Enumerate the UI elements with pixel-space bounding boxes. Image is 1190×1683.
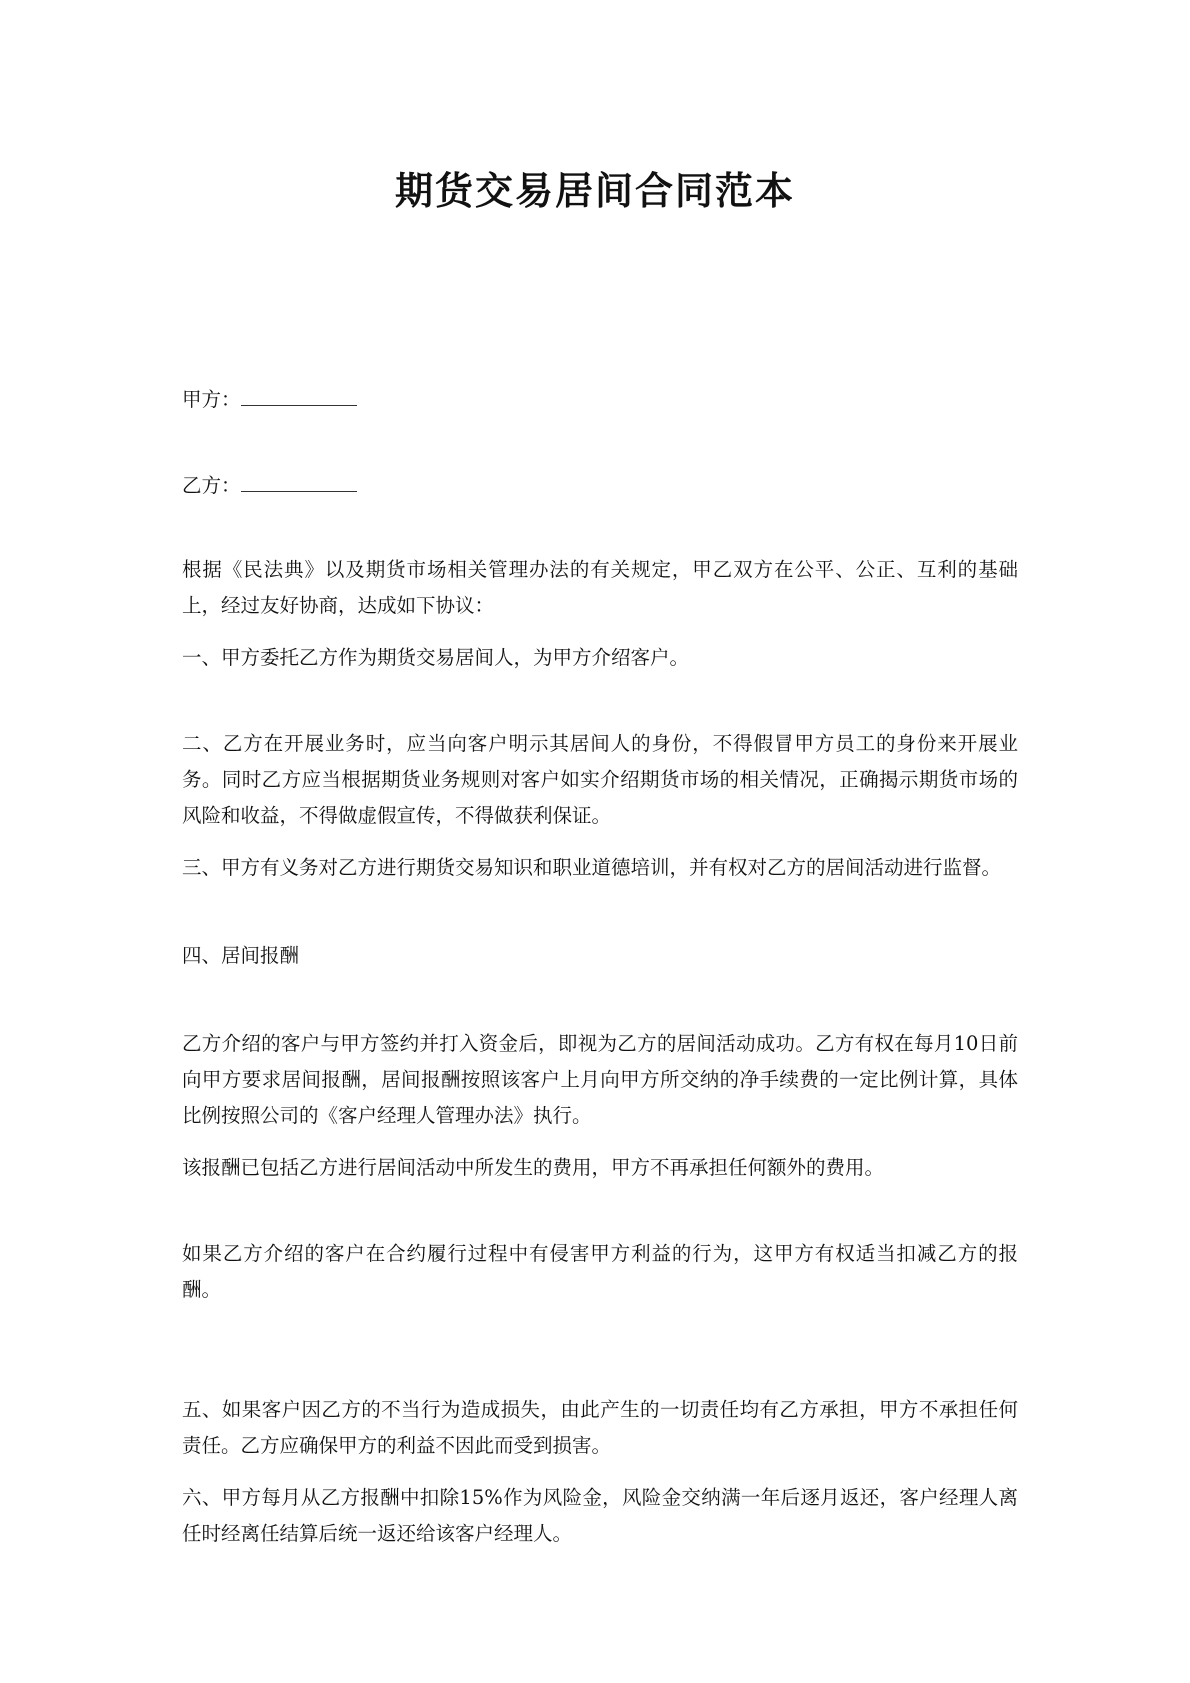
- document-title: 期货交易居间合同范本: [394, 169, 795, 213]
- clause-3: 三、甲方有义务对乙方进行期货交易知识和职业道德培训，并有权对乙方的居间活动进行监督。: [182, 856, 1002, 879]
- clause-4-paragraph-2: 该报酬已包括乙方进行居间活动中所发生的费用，甲方不再承担任何额外的费用。: [182, 1156, 885, 1179]
- party-b-label: 乙方：: [182, 474, 241, 497]
- clause-4-paragraph-3: 如果乙方介绍的客户在合约履行过程中有侵害甲方利益的行为，这甲方有权适当扣减乙方的报酬。: [182, 1242, 1018, 1301]
- clause-1: 一、甲方委托乙方作为期货交易居间人，为甲方介绍客户。: [182, 646, 690, 669]
- party-a-label: 甲方：: [182, 388, 241, 411]
- clause-4-heading: 四、居间报酬: [182, 944, 300, 967]
- clause-6: 六、甲方每月从乙方报酬中扣除15%作为风险金，风险金交纳满一年后逐月返还，客户经理人离任时经离任结算后统一返还给该客户经理人。: [182, 1486, 1018, 1545]
- clause-4-paragraph-1: 乙方介绍的客户与甲方签约并打入资金后，即视为乙方的居间活动成功。乙方有权在每月10日前向甲方要求居间报酬，居间报酬按照该客户上月向甲方所交纳的净手续费的一定比例计算，具体比例按照公司的《客户经理人管理办法》执行。: [182, 1032, 1018, 1127]
- party-b-blank: [241, 473, 357, 492]
- clause-5: 五、如果客户因乙方的不当行为造成损失，由此产生的一切责任均有乙方承担，甲方不承担任何责任。乙方应确保甲方的利益不因此而受到损害。: [182, 1398, 1018, 1457]
- preamble-paragraph: 根据《民法典》以及期货市场相关管理办法的有关规定，甲乙双方在公平、公正、互利的基础上，经过友好协商，达成如下协议：: [182, 558, 1018, 617]
- party-b-line: [182, 470, 357, 498]
- clause-2: 二、乙方在开展业务时，应当向客户明示其居间人的身份，不得假冒甲方员工的身份来开展业务。同时乙方应当根据期货业务规则对客户如实介绍期货市场的相关情况，正确揭示期货市场的风险和收益，不得做虚假宣传，不得做获利保证。: [182, 732, 1018, 827]
- party-a-blank: [241, 387, 357, 406]
- party-a-line: [182, 384, 357, 412]
